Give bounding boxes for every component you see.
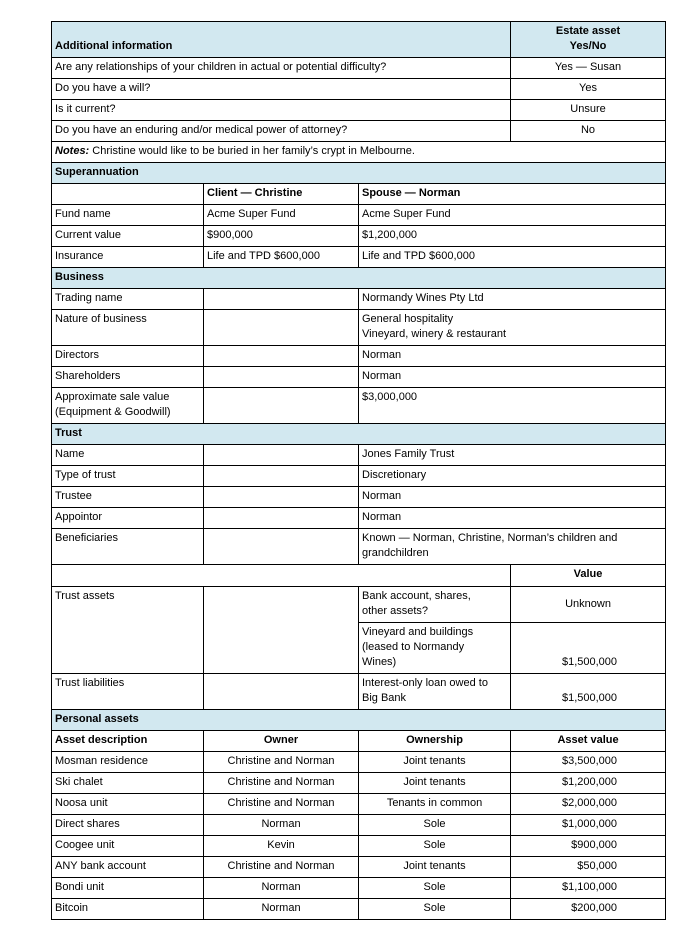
trust-label: Appointor: [52, 508, 204, 529]
asset-owner: Christine and Norman: [204, 752, 359, 773]
estate-header-line1: Estate asset: [555, 25, 621, 37]
asset-ownership: Sole: [359, 815, 511, 836]
trust-label: Name: [52, 445, 204, 466]
liability-line2: Big Bank: [362, 692, 407, 704]
trust-liability-value: $1,500,000: [511, 674, 666, 710]
personal-title: Personal assets: [52, 710, 666, 731]
trust-row: [52, 466, 666, 487]
asset-value: $50,000: [511, 857, 666, 878]
fact-find-sheet: [51, 21, 665, 920]
trust-liability-desc: [359, 674, 511, 710]
trust-row: [52, 445, 666, 466]
asset1-line1: Bank account, shares,: [362, 590, 471, 602]
asset2-line1: Vineyard and buildings: [362, 626, 474, 638]
additional-header-row: [52, 22, 666, 58]
additional-row: [52, 100, 666, 121]
trust-value: Jones Family Trust: [359, 445, 666, 466]
business-value: Norman: [359, 346, 666, 367]
super-client: Life and TPD $600,000: [204, 247, 359, 268]
answer: No: [511, 121, 666, 142]
fact-find-table: [51, 21, 666, 920]
additional-row: [52, 79, 666, 100]
business-row: [52, 310, 666, 346]
business-label: [52, 388, 204, 424]
super-row: [52, 226, 666, 247]
business-client-blank: [204, 310, 359, 346]
business-value: $3,000,000: [359, 388, 666, 424]
personal-asset-row: [52, 794, 666, 815]
estate-header-line2: Yes/No: [569, 40, 607, 52]
asset-desc: Bitcoin: [52, 899, 204, 920]
super-columns-row: [52, 184, 666, 205]
personal-asset-row: [52, 878, 666, 899]
business-client-blank: [204, 289, 359, 310]
asset-desc: Bondi unit: [52, 878, 204, 899]
trust-client-blank: [204, 445, 359, 466]
personal-asset-row: [52, 773, 666, 794]
trust-client-blank: [204, 529, 359, 565]
trust-liability-row: [52, 674, 666, 710]
question: Are any relationships of your children in actual or potential difficulty?: [52, 58, 511, 79]
business-client-blank: [204, 388, 359, 424]
trust-label: Beneficiaries: [52, 529, 204, 565]
asset-value: $200,000: [511, 899, 666, 920]
personal-columns-row: [52, 731, 666, 752]
super-label: Current value: [52, 226, 204, 247]
notes-text: Christine would like to be buried in her family’s crypt in Melbourne.: [89, 145, 415, 157]
value-header-blank: [52, 565, 511, 587]
asset-owner: Christine and Norman: [204, 773, 359, 794]
super-client: Acme Super Fund: [204, 205, 359, 226]
asset-value: $3,500,000: [511, 752, 666, 773]
business-client-blank: [204, 367, 359, 388]
asset-desc: Noosa unit: [52, 794, 204, 815]
client-header: Client — Christine: [204, 184, 359, 205]
asset-ownership: Sole: [359, 836, 511, 857]
trust-label: Type of trust: [52, 466, 204, 487]
asset-ownership: Sole: [359, 878, 511, 899]
business-value: [359, 310, 666, 346]
nature-line2: Vineyard, winery & restaurant: [362, 328, 507, 340]
col-asset-description: Asset description: [52, 731, 204, 752]
trust-asset-desc: [359, 587, 511, 623]
business-value: Norman: [359, 367, 666, 388]
trust-asset-value: Unknown: [511, 587, 666, 623]
asset-ownership: Joint tenants: [359, 773, 511, 794]
trust-client-blank: [204, 487, 359, 508]
trust-value: Norman: [359, 508, 666, 529]
trust-label: Trustee: [52, 487, 204, 508]
personal-asset-row: [52, 815, 666, 836]
business-row: [52, 346, 666, 367]
sale-label-line1: Approximate sale value: [55, 391, 170, 403]
trust-client-blank: [204, 674, 359, 710]
trust-asset-row: [52, 587, 666, 623]
business-row: [52, 289, 666, 310]
trust-value: [359, 529, 666, 565]
beneficiaries-line2: grandchildren: [362, 547, 429, 559]
notes-cell: [52, 142, 666, 163]
asset-desc: ANY bank account: [52, 857, 204, 878]
trust-client-blank: [204, 587, 359, 674]
super-client: $900,000: [204, 226, 359, 247]
trust-header-row: [52, 424, 666, 445]
answer: Unsure: [511, 100, 666, 121]
asset1-line2: other assets?: [362, 605, 429, 617]
business-label: Directors: [52, 346, 204, 367]
additional-row: [52, 121, 666, 142]
asset-ownership: Joint tenants: [359, 752, 511, 773]
asset-owner: Christine and Norman: [204, 857, 359, 878]
trust-row: [52, 487, 666, 508]
asset-owner: Norman: [204, 878, 359, 899]
asset-ownership: Tenants in common: [359, 794, 511, 815]
trust-asset-value: $1,500,000: [511, 623, 666, 674]
business-label: Trading name: [52, 289, 204, 310]
trust-value: Discretionary: [359, 466, 666, 487]
trust-assets-label: Trust assets: [52, 587, 204, 674]
nature-line1: General hospitality: [362, 313, 454, 325]
personal-header-row: [52, 710, 666, 731]
business-value: Normandy Wines Pty Ltd: [359, 289, 666, 310]
trust-row: [52, 529, 666, 565]
business-client-blank: [204, 346, 359, 367]
super-spouse: $1,200,000: [359, 226, 666, 247]
business-row: [52, 367, 666, 388]
question: Do you have an enduring and/or medical power of attorney?: [52, 121, 511, 142]
question: Is it current?: [52, 100, 511, 121]
trust-liabilities-label: Trust liabilities: [52, 674, 204, 710]
super-title: Superannuation: [52, 163, 666, 184]
trust-client-blank: [204, 466, 359, 487]
personal-asset-row: [52, 899, 666, 920]
sale-label-line2: (Equipment & Goodwill): [55, 406, 171, 418]
additional-row: [52, 58, 666, 79]
asset-value: $1,000,000: [511, 815, 666, 836]
notes-row: [52, 142, 666, 163]
additional-title: Additional information: [52, 22, 511, 58]
asset-desc: Mosman residence: [52, 752, 204, 773]
asset-owner: Kevin: [204, 836, 359, 857]
asset-value: $2,000,000: [511, 794, 666, 815]
asset-desc: Direct shares: [52, 815, 204, 836]
asset-value: $900,000: [511, 836, 666, 857]
asset2-line3: Wines): [362, 656, 397, 668]
personal-asset-row: [52, 836, 666, 857]
super-row: [52, 205, 666, 226]
super-spouse: Acme Super Fund: [359, 205, 666, 226]
asset-ownership: Sole: [359, 899, 511, 920]
business-label: Nature of business: [52, 310, 204, 346]
answer: Yes: [511, 79, 666, 100]
asset-owner: Norman: [204, 899, 359, 920]
trust-row: [52, 508, 666, 529]
col-ownership: Ownership: [359, 731, 511, 752]
trust-client-blank: [204, 508, 359, 529]
col-owner: Owner: [204, 731, 359, 752]
notes-label: Notes:: [55, 145, 90, 157]
asset-owner: Norman: [204, 815, 359, 836]
liability-line1: Interest-only loan owed to: [362, 677, 488, 689]
trust-title: Trust: [52, 424, 666, 445]
asset-owner: Christine and Norman: [204, 794, 359, 815]
trust-value: Norman: [359, 487, 666, 508]
trust-value-header-row: [52, 565, 666, 587]
col-asset-value: Asset value: [511, 731, 666, 752]
answer: Yes — Susan: [511, 58, 666, 79]
personal-asset-row: [52, 752, 666, 773]
business-title: Business: [52, 268, 666, 289]
asset-desc: Coogee unit: [52, 836, 204, 857]
super-label: Insurance: [52, 247, 204, 268]
value-header: Value: [511, 565, 666, 587]
asset2-line2: (leased to Normandy: [362, 641, 465, 653]
asset-value: $1,200,000: [511, 773, 666, 794]
super-spouse: Life and TPD $600,000: [359, 247, 666, 268]
super-blank: [52, 184, 204, 205]
beneficiaries-line1: Known — Norman, Christine, Norman’s children and: [362, 532, 618, 544]
question: Do you have a will?: [52, 79, 511, 100]
super-label: Fund name: [52, 205, 204, 226]
spouse-header: Spouse — Norman: [359, 184, 666, 205]
personal-asset-row: [52, 857, 666, 878]
trust-asset-desc: [359, 623, 511, 674]
business-label: Shareholders: [52, 367, 204, 388]
business-header-row: [52, 268, 666, 289]
super-header-row: [52, 163, 666, 184]
asset-desc: Ski chalet: [52, 773, 204, 794]
estate-asset-header: [511, 22, 666, 58]
asset-ownership: Joint tenants: [359, 857, 511, 878]
super-row: [52, 247, 666, 268]
asset-value: $1,100,000: [511, 878, 666, 899]
business-row: [52, 388, 666, 424]
